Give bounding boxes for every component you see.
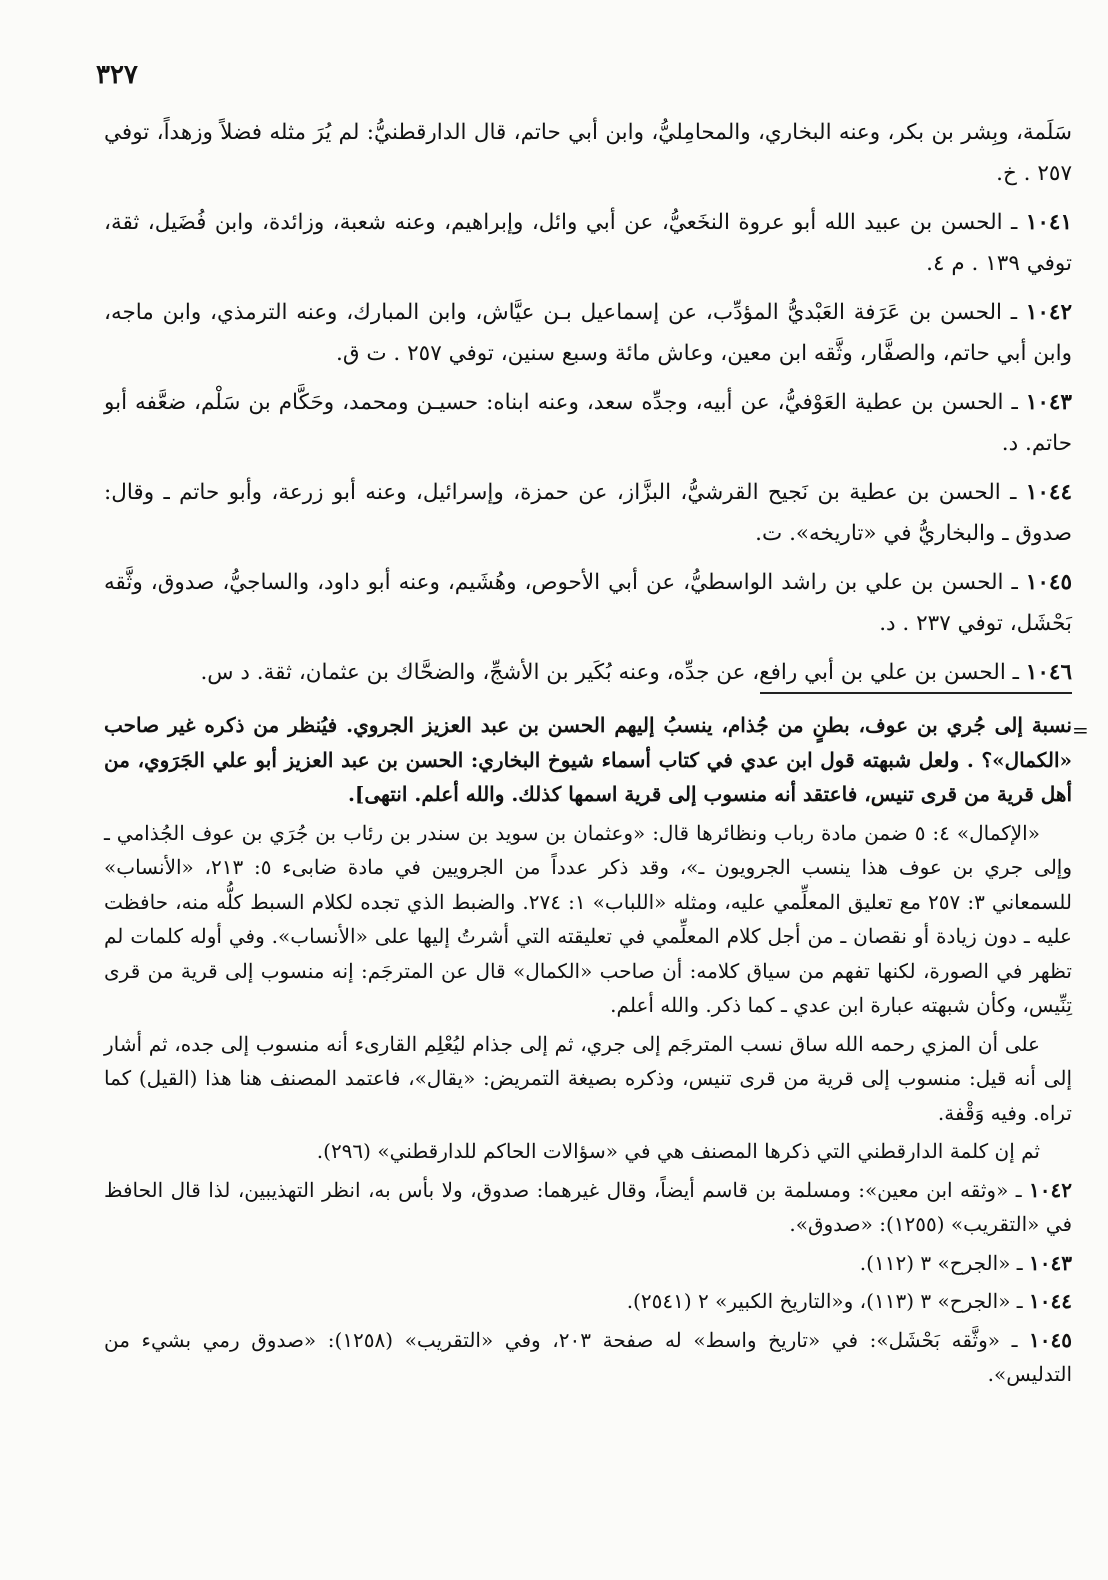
entry-1045 bbox=[104, 562, 1072, 644]
footnote-entry-1044 bbox=[104, 1284, 1072, 1319]
entry-number: ١٠٤٢ bbox=[1025, 300, 1072, 325]
entry-text: ـ الحسن بن عَرَفة العَبْديُّ المؤدِّب، عن إسماعيل بـن عيَّاش، وابن المبارك، وعنه الترمذي، وابن ماجه، وابن أبي حاتم، والصفَّار، وثَّقه ابن معين، وعاش مائة وسبع سنين، توفي ٢٥٧ . ت ق. bbox=[104, 300, 1072, 366]
entry-1041 bbox=[104, 202, 1072, 284]
footnote-entry-1043 bbox=[104, 1246, 1072, 1281]
footnote-text: ـ «وثقه ابن معين»: ومسلمة بن قاسم أيضاً، وقال غيرهما: صدوق، ولا بأس به، انظر التهذيبين، لذا قال الحافظ في «التقريب» (١٢٥٥): «صدوق». bbox=[104, 1177, 1072, 1236]
footnote-text: «الإكمال» ٤: ٥ ضمن مادة رباب ونظائرها قال: «وعثمان بن سويد بن سندر بن رئاب بن جُرَي بن عوف الجُذامي ـ وإلى جري بن عوف هذا ينسب الجرويون ـ»، وقد ذكر عدداً من الجرويين في مادة ضابىء ٥: ٢١٣، «الأنساب» للسمعاني ٣: ٢٥٧ مع تعليق المعلِّمي عليه، ومثله «اللباب» ١: ٢٧٤. والضبط الذي تجده لكلام السبط كلُّه منه، حافظت عليه ـ دون زيادة أو نقصان ـ من أجل كلام المعلِّمي في تعليقته التي أشرتُ إليها على «الأنساب». وفي أوله كلمات لم تظهر في الصورة، لكنها تفهم من سياق كلامه: أن صاحب «الكمال» قال عن المترجَم: إنه منسوب إلى قرية من قرى تِنِّيس، وكأن شبهته عبارة ابن عدي ـ كما ذكر. والله أعلم. bbox=[104, 820, 1072, 1017]
footnotes bbox=[104, 708, 1072, 1396]
entry-text: ـ الحسن بن علي بن راشد الواسطيُّ، عن أبي الأحوص، وهُشَيم، وعنه أبو داود، والساجيُّ، صدوق، وثَّقه بَحْشَل، توفي ٢٣٧ . د. bbox=[104, 570, 1072, 636]
entry-number: ١٠٤٣ bbox=[1025, 390, 1072, 415]
footnote-number: ١٠٤٣ bbox=[1029, 1250, 1072, 1275]
footnote-number: ١٠٤٢ bbox=[1029, 1177, 1073, 1202]
entry-number: ١٠٤٤ bbox=[1025, 480, 1072, 505]
footnote-paragraph bbox=[104, 708, 1072, 812]
entry-1046 bbox=[104, 652, 1072, 693]
entry-1043 bbox=[104, 382, 1072, 464]
footnote-text: على أن المزي رحمه الله ساق نسب المترجَم إلى جري، ثم إلى جذام ليُعْلِم القارىء أنه منسوب إلى جده، ثم أشار إلى أنه قيل: منسوب إلى قرية من قرى تنيس، وذكره بصيغة التمريض: «يقال»، فاعتمد المصنف هنا هذا (القيل) كما تراه. وفيه وَقْفة. bbox=[104, 1031, 1072, 1125]
footnote-text: نسبة إلى جُري بن عوف، بطنٍ من جُذام، ينسبُ إليهم الحسن بن عبد العزيز الجروي. فيُنظر من ذكره غير صاحب «الكمال»؟ . ولعل شبهته قول ابن عدي في كتاب أسماء شيوخ البخاري: الحسن بن عبد العزيز أبو علي الجَرَوي، من أهل قرية من قرى تنيس، فاعتقد أنه منسوب إلى قرية اسمها كذلك. والله أعلم. انتهى]. bbox=[104, 713, 1072, 806]
entry-text: ـ الحسن بن علي بن أبي رافع، عن جدِّه، وعنه بُكَير بن الأشجِّ، والضحَّاك بن عثمان، ثقة. د س. bbox=[200, 660, 1019, 685]
footnote-text: ـ «الجرح» ٣ (١١٢). bbox=[859, 1250, 1023, 1275]
footnote-paragraph bbox=[104, 1134, 1072, 1169]
entry-1044 bbox=[104, 472, 1072, 554]
footnote-divider bbox=[760, 692, 1072, 694]
continuation-mark: = bbox=[1072, 718, 1089, 742]
entry-1042 bbox=[104, 292, 1072, 374]
entry-number: ١٠٤١ bbox=[1025, 210, 1072, 235]
entry-continuation bbox=[104, 112, 1072, 194]
footnote-entry-1045 bbox=[104, 1323, 1072, 1392]
entry-text: ـ الحسن بن عطية بن نَجيح القرشيُّ، البزَّاز، عن حمزة، وإسرائيل، وعنه أبو زرعة، وأبو حاتم ـ وقال: صدوق ـ والبخاريُّ في «تاريخه». ت. bbox=[104, 480, 1072, 546]
entry-text: ـ الحسن بن عطية العَوْفيُّ، عن أبيه، وجدِّه سعد، وعنه ابناه: حسيـن ومحمد، وحَكَّام بن سَلْم، ضعَّفه أبو حاتم. د. bbox=[104, 390, 1072, 456]
entry-number: ١٠٤٥ bbox=[1025, 570, 1072, 595]
entry-number: ١٠٤٦ bbox=[1025, 660, 1072, 685]
footnote-text: ـ «الجرح» ٣ (١١٣)، و«التاريخ الكبير» ٢ (٢٥٤١). bbox=[626, 1289, 1023, 1313]
entry-text: سَلَمة، وبِشر بن بكر، وعنه البخاري، والمحامِليُّ، وابن أبي حاتم، قال الدارقطنيُّ: لم يُرَ مثله فضلاً وزهداً، توفي ٢٥٧ . خ. bbox=[104, 120, 1072, 186]
footnote-text: ثم إن كلمة الدارقطني التي ذكرها المصنف هي في «سؤالات الحاكم للدارقطني» (٢٩٦). bbox=[316, 1139, 1040, 1163]
page-number: ٣٢٧ bbox=[96, 60, 138, 90]
footnote-paragraph bbox=[104, 1027, 1072, 1131]
footnote-number: ١٠٤٥ bbox=[1029, 1327, 1073, 1352]
entry-text: ـ الحسن بن عبيد الله أبو عروة النخَعيُّ، عن أبي وائل، وإبراهيم، وعنه شعبة، وزائدة، وابن فُضَيل، ثقة، توفي ١٣٩ . م ٤. bbox=[104, 210, 1072, 276]
footnote-entry-1042 bbox=[104, 1173, 1072, 1242]
footnote-text: ـ «وثَّقه بَحْشَل»: في «تاريخ واسط» له صفحة ٢٠٣، وفي «التقريب» (١٢٥٨): «صدوق رمي بشيء من التدليس». bbox=[104, 1327, 1072, 1386]
footnote-number: ١٠٤٤ bbox=[1029, 1289, 1072, 1313]
footnote-paragraph bbox=[104, 816, 1072, 1023]
main-text bbox=[104, 112, 1072, 701]
